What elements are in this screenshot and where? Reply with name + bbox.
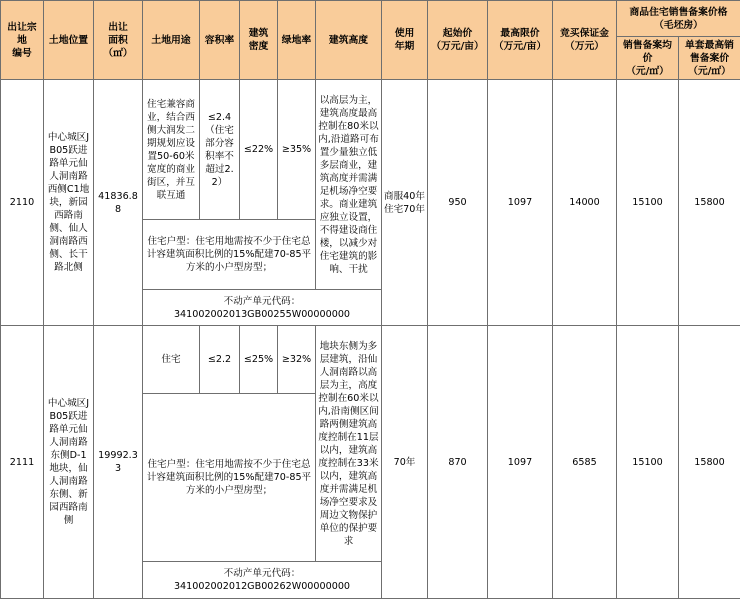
parcel-usage: 住宅 — [143, 326, 200, 394]
header-max-price: 最高限价 （万元/亩） — [488, 1, 553, 80]
parcel-start-price: 870 — [428, 326, 488, 599]
parcel-deposit: 14000 — [553, 80, 617, 326]
parcel-area: 41836.88 — [94, 80, 143, 326]
header-price-group: 商品住宅销售备案价格 （毛坯房） — [617, 1, 740, 37]
table-row — [1, 80, 740, 220]
parcel-location: 中心城区JB05跃进路单元仙人洞南路西侧C1地块，新园西路南侧、仙人洞南路西侧、长干路北侧 — [44, 80, 94, 326]
parcel-area: 19992.33 — [94, 326, 143, 599]
header-far: 容积率 — [200, 1, 240, 80]
table-row — [1, 326, 740, 394]
header-green-ratio: 绿地率 — [278, 1, 316, 80]
parcel-term: 商服40年 住宅70年 — [382, 80, 428, 326]
header-location: 土地位置 — [44, 1, 94, 80]
header-parcel-id: 出让宗地 编号 — [1, 1, 44, 80]
parcel-property-code: 不动产单元代码： 341002002013GB00255W00000000 — [143, 290, 382, 326]
parcel-far: ≤2.2 — [200, 326, 240, 394]
parcel-unit-note: 住宅户型：住宅用地需按不少于住宅总计容建筑面积比例的15%配建70-85平方米的小户型房型； — [143, 394, 316, 562]
header-area: 出让 面积 （㎡） — [94, 1, 143, 80]
parcel-id: 2111 — [1, 326, 44, 599]
parcel-far: ≤2.4 （住宅部分容积率不超过2.2） — [200, 80, 240, 220]
header-row-top — [1, 1, 740, 37]
parcel-property-code: 不动产单元代码： 341002002012GB00262W00000000 — [143, 562, 382, 599]
header-density: 建筑 密度 — [240, 1, 278, 80]
parcel-density: ≤25% — [240, 326, 278, 394]
parcel-max-price: 1097 — [488, 326, 553, 599]
parcel-term: 70年 — [382, 326, 428, 599]
parcel-start-price: 950 — [428, 80, 488, 326]
header-start-price: 起始价 （万元/亩） — [428, 1, 488, 80]
header-max-unit-price: 单套最高销 售备案价 （元/㎡） — [679, 37, 740, 80]
header-usage: 土地用途 — [143, 1, 200, 80]
parcel-green-ratio: ≥35% — [278, 80, 316, 220]
parcel-id: 2110 — [1, 80, 44, 326]
header-deposit: 竞买保证金 （万元） — [553, 1, 617, 80]
parcel-max-price: 1097 — [488, 80, 553, 326]
parcel-height: 地块东侧为多层建筑，沿仙人洞南路以高层为主，高度控制在60米以内,沿南侧区间路两侧建筑高度控制在11层以内，建筑高度控制在33米以内，建筑高度并需满足机场净空要求及周边文物保护单位的保护要求 — [316, 326, 382, 562]
parcel-max-unit-price: 15800 — [679, 80, 740, 326]
parcel-unit-note: 住宅户型：住宅用地需按不少于住宅总计容建筑面积比例的15%配建70-85平方米的小户型房型； — [143, 220, 316, 290]
parcel-deposit: 6585 — [553, 326, 617, 599]
header-avg-price: 销售备案均价 （元/㎡） — [617, 37, 679, 80]
parcel-avg-price: 15100 — [617, 80, 679, 326]
parcel-density: ≤22% — [240, 80, 278, 220]
parcel-usage: 住宅兼容商业，结合西侧大润发二期规划应设置50-60米宽度的商业街区，并互联互通 — [143, 80, 200, 220]
parcel-avg-price: 15100 — [617, 326, 679, 599]
parcel-location: 中心城区JB05跃进路单元仙人洞南路东侧D-1地块，仙人洞南路东侧、新园西路南侧 — [44, 326, 94, 599]
header-term: 使用 年期 — [382, 1, 428, 80]
header-building-height: 建筑高度 — [316, 1, 382, 80]
parcel-max-unit-price: 15800 — [679, 326, 740, 599]
parcel-height: 以高层为主，建筑高度最高控制在80米以内,沿道路可布置少量独立低多层商业，建筑高度并需满足机场净空要求。商业建筑应独立设置，不得建设商住楼，以减少对住宅建筑的影响、干扰 — [316, 80, 382, 290]
parcel-green-ratio: ≥32% — [278, 326, 316, 394]
